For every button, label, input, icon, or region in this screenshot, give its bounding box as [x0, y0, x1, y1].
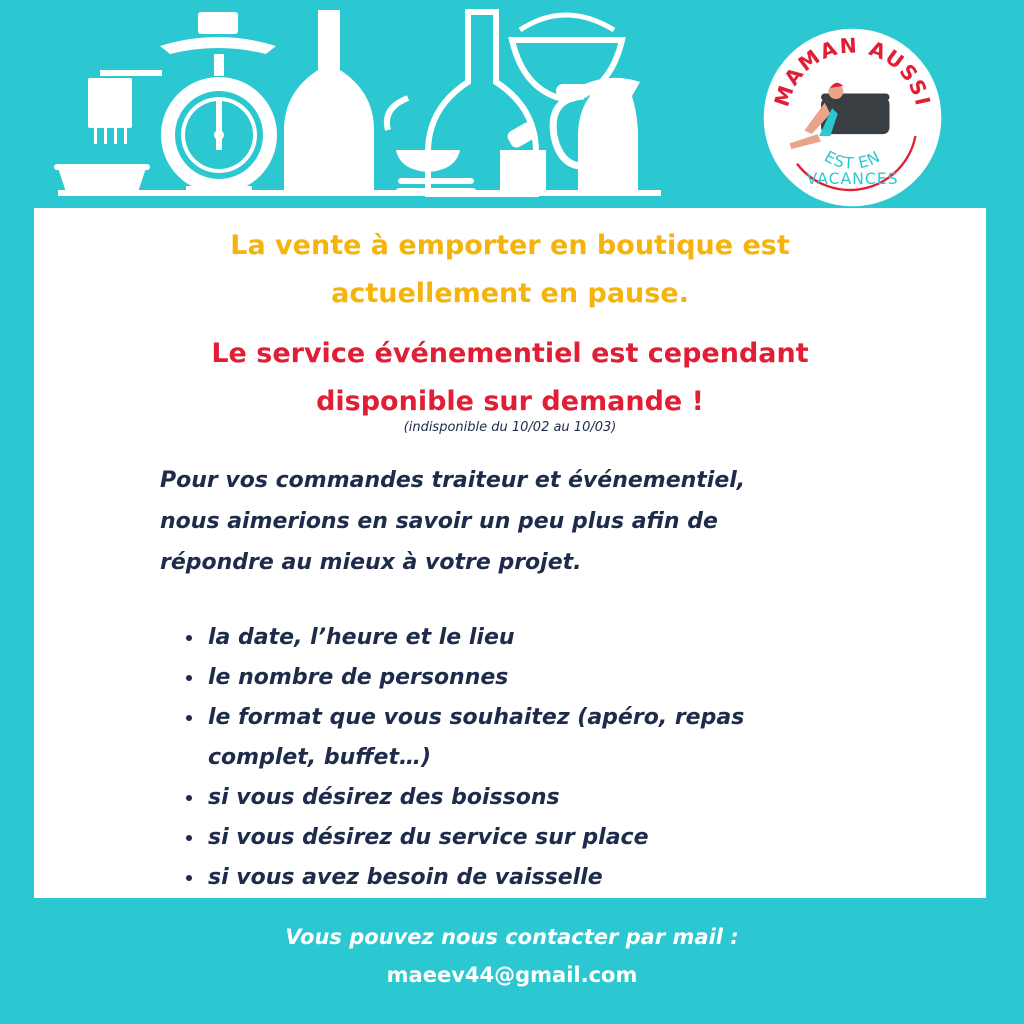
small-pitcher-icon: [500, 120, 546, 192]
event-service-headline: [34, 330, 986, 426]
bottle-icon: [284, 10, 374, 192]
list-item-text: le format que vous souhaitez (apéro, repas: [208, 705, 745, 730]
logo-bottom-line1: EST EN: [821, 146, 884, 173]
list-item-text: la date, l’heure et le lieu: [208, 625, 515, 650]
logo-bottom-line2: VACANCES: [806, 169, 899, 189]
info-card: [34, 208, 986, 898]
logo-top-text: MAMAN AUSSI: [769, 33, 936, 110]
intro-line: Pour vos commandes traiteur et événementiel,: [160, 468, 746, 493]
contact-footer: [0, 918, 1024, 994]
jug-icon: [553, 78, 640, 194]
list-item-text: complet, buffet…): [208, 745, 432, 770]
contact-email-link[interactable]: maeev44@gmail.com: [386, 963, 638, 987]
list-item: [186, 858, 866, 898]
headline-yellow-line: La vente à emporter en boutique est: [230, 230, 790, 261]
baking-dish-icon: [54, 164, 150, 192]
intro-line: répondre au mieux à votre projet.: [160, 550, 582, 575]
intro-line: nous aimerions en savoir un peu plus afin de: [160, 509, 718, 534]
list-item: [186, 698, 866, 778]
pan-icon: [88, 70, 162, 144]
list-item-text: le nombre de personnes: [208, 665, 509, 690]
plates-icon: [387, 98, 476, 194]
contact-lead: Vous pouvez nous contacter par mail :: [285, 925, 739, 949]
list-item-text: si vous désirez des boissons: [208, 785, 560, 810]
list-item: [186, 618, 866, 658]
kitchen-scale-icon: [160, 12, 277, 194]
headline-red-line: Le service événementiel est cependant: [211, 338, 809, 369]
list-item: [186, 658, 866, 698]
unavailable-dates-note: (indisponible du 10/02 au 10/03): [403, 420, 617, 435]
kitchenware-illustration: [0, 0, 700, 200]
intro-paragraph: [160, 460, 880, 583]
takeaway-paused-headline: [34, 222, 986, 318]
headline-yellow-line: actuellement en pause.: [331, 278, 689, 309]
request-details-list: [186, 618, 866, 898]
list-item: [186, 778, 866, 818]
list-item: [186, 818, 866, 858]
list-item-text: si vous avez besoin de vaisselle: [208, 865, 603, 890]
headline-red-line: disponible sur demande !: [316, 386, 704, 417]
maman-aussi-logo: [760, 25, 945, 210]
list-item-text: si vous désirez du service sur place: [208, 825, 649, 850]
